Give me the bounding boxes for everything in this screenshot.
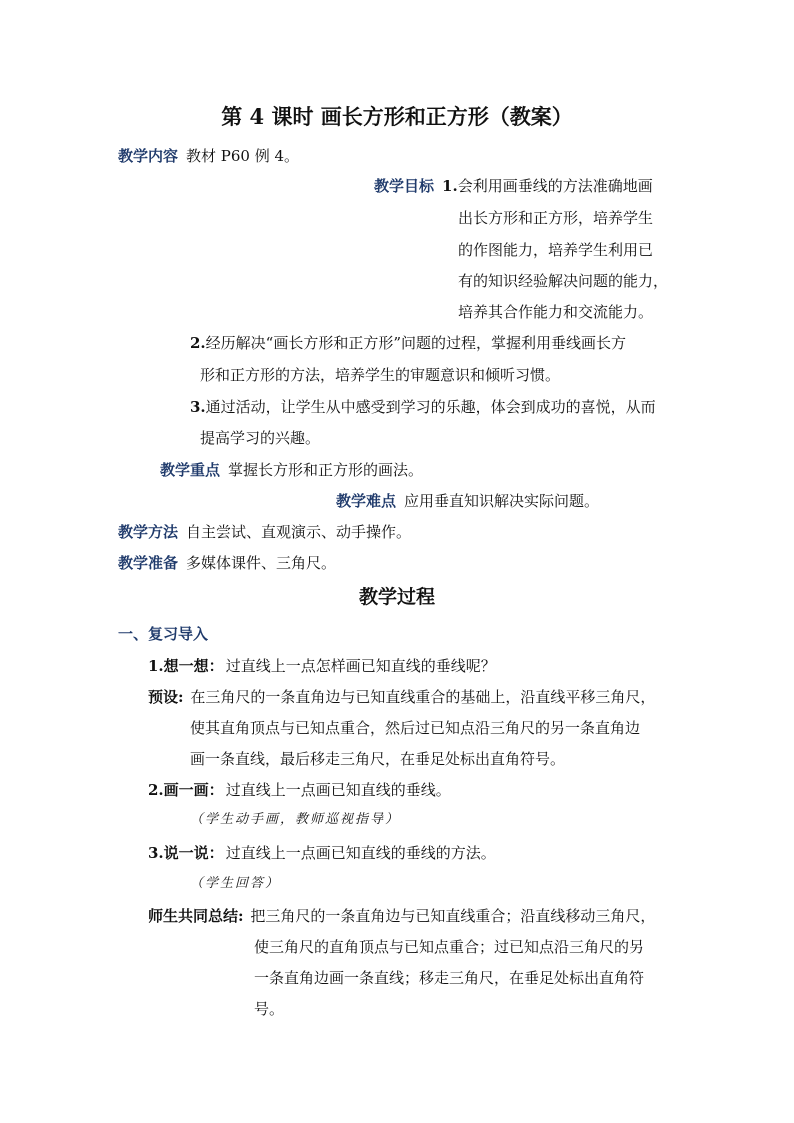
goal3-number: 3. <box>190 398 206 416</box>
goal2-line <box>190 333 626 353</box>
summary-line: 一条直角边画一条直线；移走三角尺，在垂足处标出直角符 <box>254 969 645 987</box>
step1-text: 过直线上一点怎样画已知直线的垂线呢？ <box>225 657 496 675</box>
preset-line: 使其直角顶点与已知点重合，然后过已知点沿三角尺的另一条直角边 <box>190 719 641 737</box>
goal1-line: 有的知识经验解决问题的能力， <box>458 272 669 290</box>
goal1-line: 出长方形和正方形，培养学生 <box>458 209 654 227</box>
goal3-text: 通过活动，让学生从中感受到学习的乐趣，体会到成功的喜悦，从而 <box>205 398 656 416</box>
goals-label: 教学目标 <box>374 177 435 195</box>
section-heading: 一、复习导入 <box>118 625 209 643</box>
difficulty-text: 应用垂直知识解决实际问题。 <box>404 492 600 510</box>
step3-text: 过直线上一点画已知直线的垂线的方法。 <box>225 844 496 862</box>
preset-line: 在三角尺的一条直角边与已知直线重合的基础上，沿直线平移三角尺， <box>190 688 656 706</box>
summary-line: 把三角尺的一条直角边与已知直线重合；沿直线移动三角尺， <box>250 907 656 925</box>
method-row <box>118 522 411 542</box>
keypoint-label: 教学重点 <box>160 461 221 479</box>
summary-label: 师生共同总结: <box>148 907 244 925</box>
prep-label: 教学准备 <box>118 554 179 572</box>
goal1-number: 1. <box>442 177 458 195</box>
goal1-line: 的作图能力，培养学生利用已 <box>458 241 654 259</box>
step2-text: 过直线上一点画已知直线的垂线。 <box>225 781 451 799</box>
step3-row <box>148 843 496 863</box>
goals-row <box>374 176 653 196</box>
step1-number: 1. <box>148 657 164 675</box>
difficulty-label: 教学难点 <box>336 492 397 510</box>
step2-number: 2. <box>148 781 164 799</box>
goal2-line: 形和正方形的方法，培养学生的审题意识和倾听习惯。 <box>200 366 561 384</box>
step2-label: 画一画： <box>163 781 224 799</box>
method-label: 教学方法 <box>118 523 179 541</box>
preset-row <box>148 687 655 707</box>
step3-number: 3. <box>148 844 164 862</box>
goal3-line: 提高学习的兴趣。 <box>200 429 321 447</box>
keypoint-text: 掌握长方形和正方形的画法。 <box>228 461 424 479</box>
preset-line: 画一条直线，最后移走三角尺，在垂足处标出直角符号。 <box>190 750 566 768</box>
process-heading: 教学过程 <box>358 586 435 608</box>
summary-row <box>148 906 655 926</box>
goal1-line: 培养其合作能力和交流能力。 <box>458 303 654 321</box>
goal2-text: 经历解决“画长方形和正方形”问题的过程，掌握利用垂线画长方 <box>205 334 627 352</box>
student-note: （学生回答） <box>190 876 281 891</box>
keypoint-row <box>160 460 423 480</box>
page-title: 第 4 课时 画长方形和正方形（教案） <box>221 104 573 129</box>
step3-label: 说一说： <box>163 844 224 862</box>
step1-label: 想一想： <box>163 657 224 675</box>
goal2-number: 2. <box>190 334 206 352</box>
prep-text: 多媒体课件、三角尺。 <box>186 554 337 572</box>
content-row <box>118 146 299 166</box>
difficulty-row <box>336 491 599 511</box>
goal3-line <box>190 397 656 417</box>
method-text: 自主尝试、直观演示、动手操作。 <box>186 523 412 541</box>
goal1-line: 会利用画垂线的方法准确地画 <box>457 177 653 195</box>
teacher-note: （学生动手画，教师巡视指导） <box>190 812 401 827</box>
summary-line: 使三角尺的直角顶点与已知点重合；过已知点沿三角尺的另 <box>254 938 645 956</box>
preset-label: 预设: <box>148 688 184 706</box>
step1-row <box>148 656 496 676</box>
prep-row <box>118 553 336 573</box>
content-label: 教学内容 <box>118 147 179 165</box>
step2-row <box>148 780 451 800</box>
summary-line: 号。 <box>254 1000 285 1018</box>
content-text: 教材 P60 例 4。 <box>186 147 300 165</box>
